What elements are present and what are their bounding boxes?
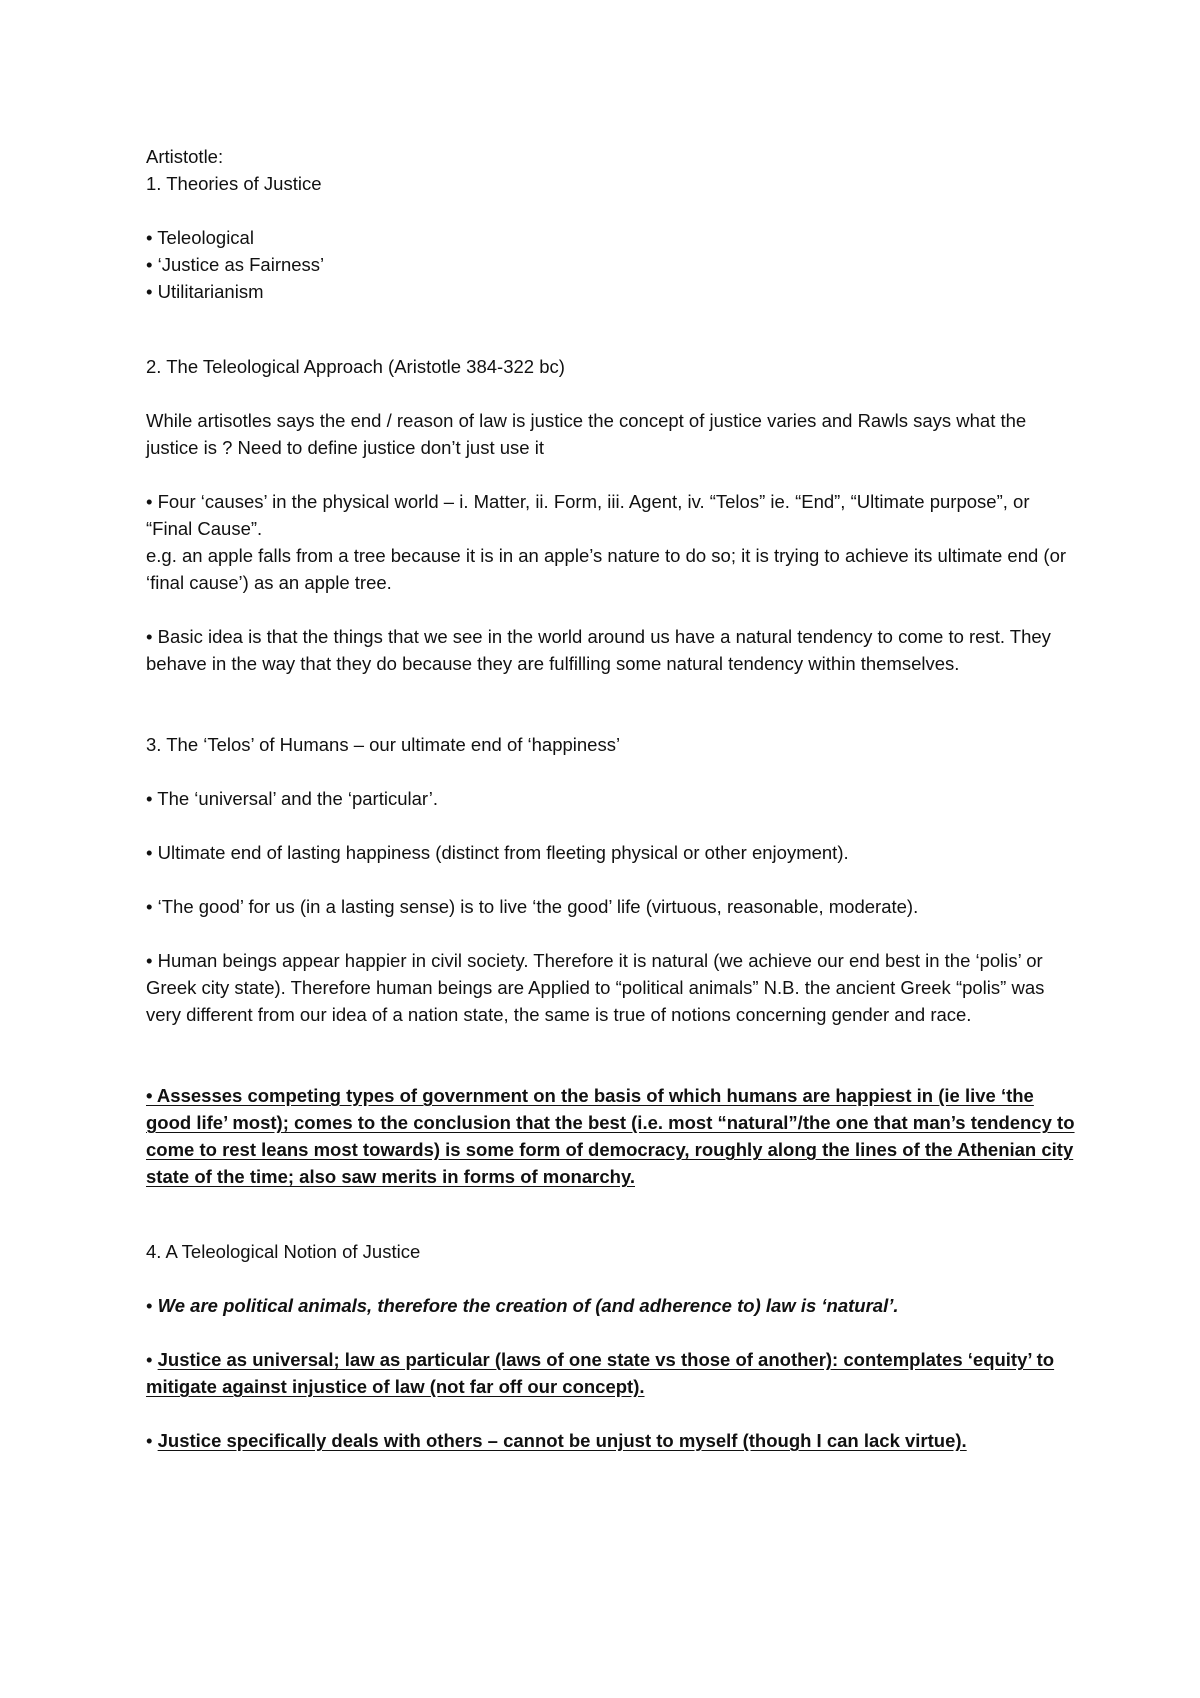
bullet-mark: • xyxy=(146,1430,158,1451)
bullet-mark: • xyxy=(146,1295,158,1316)
s4-bullet-3-text: Justice specifically deals with others – cannot be unjust to myself (though I can lack virtue). xyxy=(157,1430,967,1451)
s3-bullet-civil-society: • Human beings appear happier in civil society. Therefore it is natural (we achieve our end best in the ‘polis’ or Greek city state). Therefore human beings are Applied to “political animals” N.B. the ancient Greek “polis” was very different from our idea of a nation state, the same is true of notions concerning gender and race. xyxy=(146,950,1045,1025)
s1-bullet-justice-fairness: • ‘Justice as Fairness’ xyxy=(146,254,325,275)
s2-bullet-basic-idea: • Basic idea is that the things that we see in the world around us have a natural tendency to come to rest. They behave in the way that they do because they are fulfilling some natural tendency within themselves. xyxy=(146,626,1051,674)
s4-bullet-1-text: We are political animals, therefore the creation of (and adherence to) law is ‘natural’. xyxy=(157,1295,899,1316)
document-body xyxy=(146,143,1076,1454)
bullet-mark: • xyxy=(146,1349,158,1370)
s4-bullet-others xyxy=(146,1427,1076,1454)
s3-bullet-ultimate-end: • Ultimate end of lasting happiness (distinct from fleeting physical or other enjoyment). xyxy=(146,842,849,863)
section-1-heading: 1. Theories of Justice xyxy=(146,173,322,194)
section-2-heading: 2. The Teleological Approach (Aristotle 384-322 bc) xyxy=(146,356,565,377)
s3-bullet-the-good: • ‘The good’ for us (in a lasting sense) is to live ‘the good’ life (virtuous, reasonable, moderate). xyxy=(146,896,919,917)
s3-bullet-government: • Assesses competing types of government on the basis of which humans are happiest in (ie live ‘the good life’ most); comes to the conclusion that the best (i.e. most “natural”/the one that man’s tendency to come to rest leans most towards) is some form of democracy, roughly along the lines of the Athenian city state of the time; also saw merits in forms of monarchy. xyxy=(146,1085,1075,1187)
s4-bullet-political-animals xyxy=(146,1292,1076,1319)
s4-bullet-2-text: Justice as universal; law as particular (laws of one state vs those of another): contemplates ‘equity’ to mitigate against injustice of law (not far off our concept). xyxy=(146,1349,1055,1397)
s2-paragraph: While artisotles says the end / reason of law is justice the concept of justice varies and Rawls says what the justice is ? Need to define justice don’t just use it xyxy=(146,410,1027,458)
s1-bullet-teleological: • Teleological xyxy=(146,227,254,248)
s2-bullet-four-causes: • Four ‘causes’ in the physical world – i. Matter, ii. Form, iii. Agent, iv. “Telos” ie. “End”, “Ultimate purpose”, or “Final Cause”. xyxy=(146,491,1030,539)
s3-bullet-universal: • The ‘universal’ and the ‘particular’. xyxy=(146,788,439,809)
s1-bullet-utilitarianism: • Utilitarianism xyxy=(146,281,264,302)
s4-bullet-universal-particular xyxy=(146,1346,1076,1400)
section-4-heading: 4. A Teleological Notion of Justice xyxy=(146,1241,421,1262)
section-3-heading: 3. The ‘Telos’ of Humans – our ultimate end of ‘happiness’ xyxy=(146,734,621,755)
s2-example: e.g. an apple falls from a tree because it is in an apple’s nature to do so; it is trying to achieve its ultimate end (or ‘final cause’) as an apple tree. xyxy=(146,545,1067,593)
document-title: Artistotle: xyxy=(146,146,224,167)
